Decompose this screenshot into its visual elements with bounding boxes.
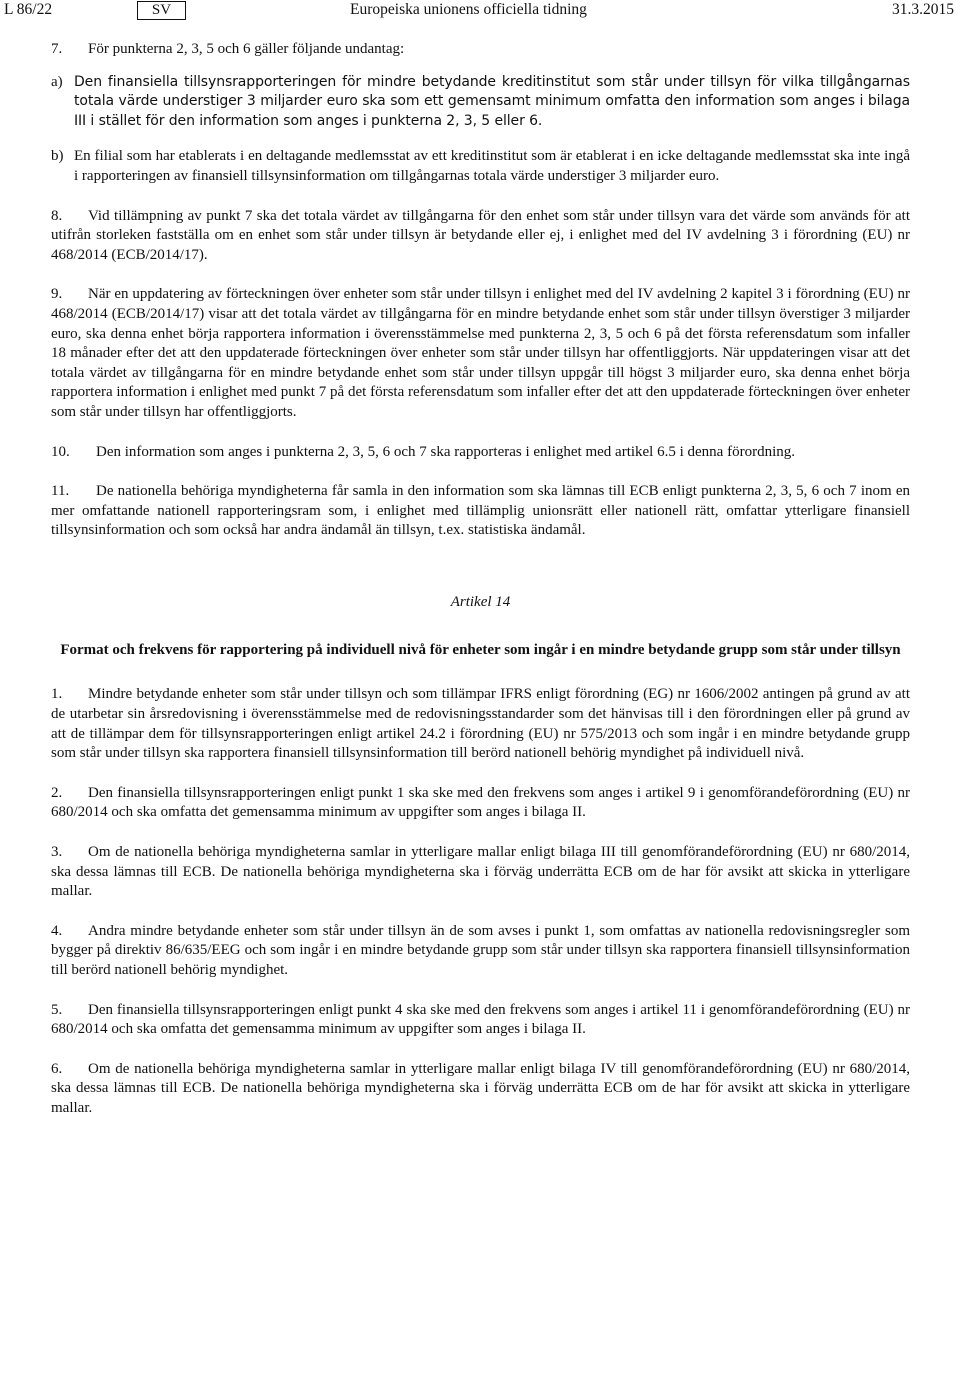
article-title: Artikel 14 <box>450 593 511 610</box>
article-paragraph-2 <box>51 784 910 823</box>
paragraph-text: Mindre betydande enheter som står under tillsyn och som tillämpar IFRS enligt förordning (EG) nr 1606/2002 antingen på grund av att de utarbetar sin årsredovisning i överensstämmelse med de redovisningsstandarder som det hänvisas till i den förordningen eller på grund av att de tillämpar dem för tillsynsrapporteringen enligt artikel 24.2 i förordning (EU) nr 575/2013 och som ingår i en mindre betydande grupp som står under tillsyn ska rapportera finansiell tillsynsinformation till berörd nationell behörig myndighet på individuell nivå. <box>51 686 910 762</box>
paragraph-8 <box>51 207 910 266</box>
paragraph-number: 2. <box>51 784 63 801</box>
paragraph-text: Om de nationella behöriga myndigheterna samlar in ytterligare mallar enligt bilaga III till genomförandeförordning (EU) nr 680/2014, ska dessa lämnas till ECB. De nationella behöriga myndigheterna ska i förväg underrätta ECB om de har för avsikt att skicka in ytterligare mallar. <box>51 844 910 900</box>
paragraph-10 <box>51 443 910 463</box>
paragraph-number: 1. <box>51 686 63 703</box>
paragraph-number: 11. <box>51 483 70 500</box>
paragraph-text: Den finansiella tillsynsrapporteringen enligt punkt 4 ska ske med den frekvens som anges i artikel 11 i genomförandeförordning (EU) nr 680/2014 och ska omfatta det gemensamma minimum av uppgifter som anges i bilaga II. <box>51 1001 910 1038</box>
article-heading: Format och frekvens för rapportering på individuell nivå för enheter som ingår i en mindre betydande grupp som står under tillsyn <box>60 642 901 659</box>
article-paragraph-5 <box>51 1001 910 1040</box>
paragraph-number: 4. <box>51 922 63 939</box>
subpoint-b <box>51 147 910 186</box>
subpoint-label: b) <box>51 148 64 165</box>
page-number: L 86/22 <box>4 1 53 18</box>
paragraph-number: 5. <box>51 1001 63 1018</box>
paragraph-text: För punkterna 2, 3, 5 och 6 gäller följande undantag: <box>88 41 405 57</box>
paragraph-number: 9. <box>51 286 63 303</box>
article-paragraph-6 <box>51 1060 910 1119</box>
article-paragraph-1 <box>51 685 910 763</box>
paragraph-text: Andra mindre betydande enheter som står under tillsyn än de som avses i punkt 1, som omfattas av nationella redovisningsregler som bygger på direktiv 86/635/EEG och som ingår i en mindre betydande grupp som står under tillsyn ska rapportera finansiell tillsynsinformation till berörd nationell behörig myndighet. <box>51 922 910 978</box>
article-paragraph-4 <box>51 922 910 981</box>
paragraph-9 <box>51 285 910 422</box>
paragraph-number: 8. <box>51 207 63 224</box>
paragraph-text: Om de nationella behöriga myndigheterna samlar in ytterligare mallar enligt bilaga IV till genomförandeförordning (EU) nr 680/2014, ska dessa lämnas till ECB. De nationella behöriga myndigheterna ska i förväg underrätta ECB om de har för avsikt att skicka in ytterligare mallar. <box>51 1060 910 1116</box>
language-badge: SV <box>137 1 186 20</box>
paragraph-text: Vid tillämpning av punkt 7 ska det totala värdet av tillgångarna för den enhet som står under tillsyn vara det värde som används för att utifrån storleken fastställa om en enhet som står under tillsyn är betydande eller ej, i enlighet med del IV avdelning 3 i förordning (EU) nr 468/2014 (ECB/2014/17). <box>51 207 910 263</box>
paragraph-text: De nationella behöriga myndigheterna får samla in den information som ska lämnas till ECB enligt punkterna 2, 3, 5, 6 och 7 inom en mer omfattande nationell rapporteringsram som, i enlighet med tillämplig unionsrätt eller nationell rätt, omfattar ytterligare finansiell tillsynsinformation och som också har andra ändamål än tillsyn, t.ex. statistiska ändamål. <box>51 483 910 539</box>
paragraph-text: När en uppdatering av förteckningen över enheter som står under tillsyn i enlighet med del IV avdelning 2 kapitel 3 i förordning (EU) nr 468/2014 (ECB/2014/17) visar att det totala värdet av tillgångarna för en mindre betydande enhet som står under tillsyn överstiger 3 miljarder euro, ska denna enhet börja rapportera information i överensstämmelse med punkterna 2, 3, 5 och 6 på det första referensdatum som infaller 18 månader efter det att den uppdaterade förteckningen över enheter som står under tillsyn har offentliggjorts. När uppdateringen visar att det totala värdet av tillgångarna för en mindre betydande enhet som står under tillsyn uppgår till högst 3 miljarder euro, ska denna enhet börja rapportera information i enlighet med punkt 7 på det första referensdatum som infaller efter det att den uppdaterade förteckningen över enheter som står under tillsyn har offentliggjorts. <box>51 286 910 420</box>
article-paragraph-3 <box>51 843 910 902</box>
paragraph-number: 10. <box>51 443 70 460</box>
subpoint-text: En filial som har etablerats i en deltagande medlemsstat av ett kreditinstitut som är etablerat i en icke deltagande medlemsstat ska inte ingå i rapporteringen av finansiell tillsynsinformation om tillgångarnas totala värde understiger 3 miljarder euro. <box>74 148 910 184</box>
subpoint-a <box>51 73 910 132</box>
document-body <box>51 40 910 1139</box>
page-header <box>4 0 954 20</box>
publication-date: 31.3.2015 <box>892 1 954 18</box>
paragraph-7-intro <box>51 40 910 60</box>
paragraph-number: 3. <box>51 844 63 861</box>
paragraph-number: 6. <box>51 1060 63 1077</box>
subpoint-text: Den finansiella tillsynsrapporteringen för mindre betydande kreditinstitut som står under tillsyn för vilka tillgångarnas totala värde understiger 3 miljarder euro ska som ett gemensamt minimum omfatta den information som anges i bilaga III i stället för den information som anges i punkterna 2, 3, 5 eller 6. <box>74 73 910 129</box>
paragraph-text: Den finansiella tillsynsrapporteringen enligt punkt 1 ska ske med den frekvens som anges i artikel 9 i genomförandeförordning (EU) nr 680/2014 och ska omfatta det gemensamma minimum av uppgifter som anges i bilaga II. <box>51 784 910 821</box>
paragraph-number: 7. <box>51 41 63 57</box>
journal-title: Europeiska unionens officiella tidning <box>350 1 587 18</box>
subpoint-label: a) <box>51 73 63 90</box>
paragraph-text: Den information som anges i punkterna 2, 3, 5, 6 och 7 ska rapporteras i enlighet med artikel 6.5 i denna förordning. <box>96 443 795 460</box>
paragraph-11 <box>51 482 910 541</box>
